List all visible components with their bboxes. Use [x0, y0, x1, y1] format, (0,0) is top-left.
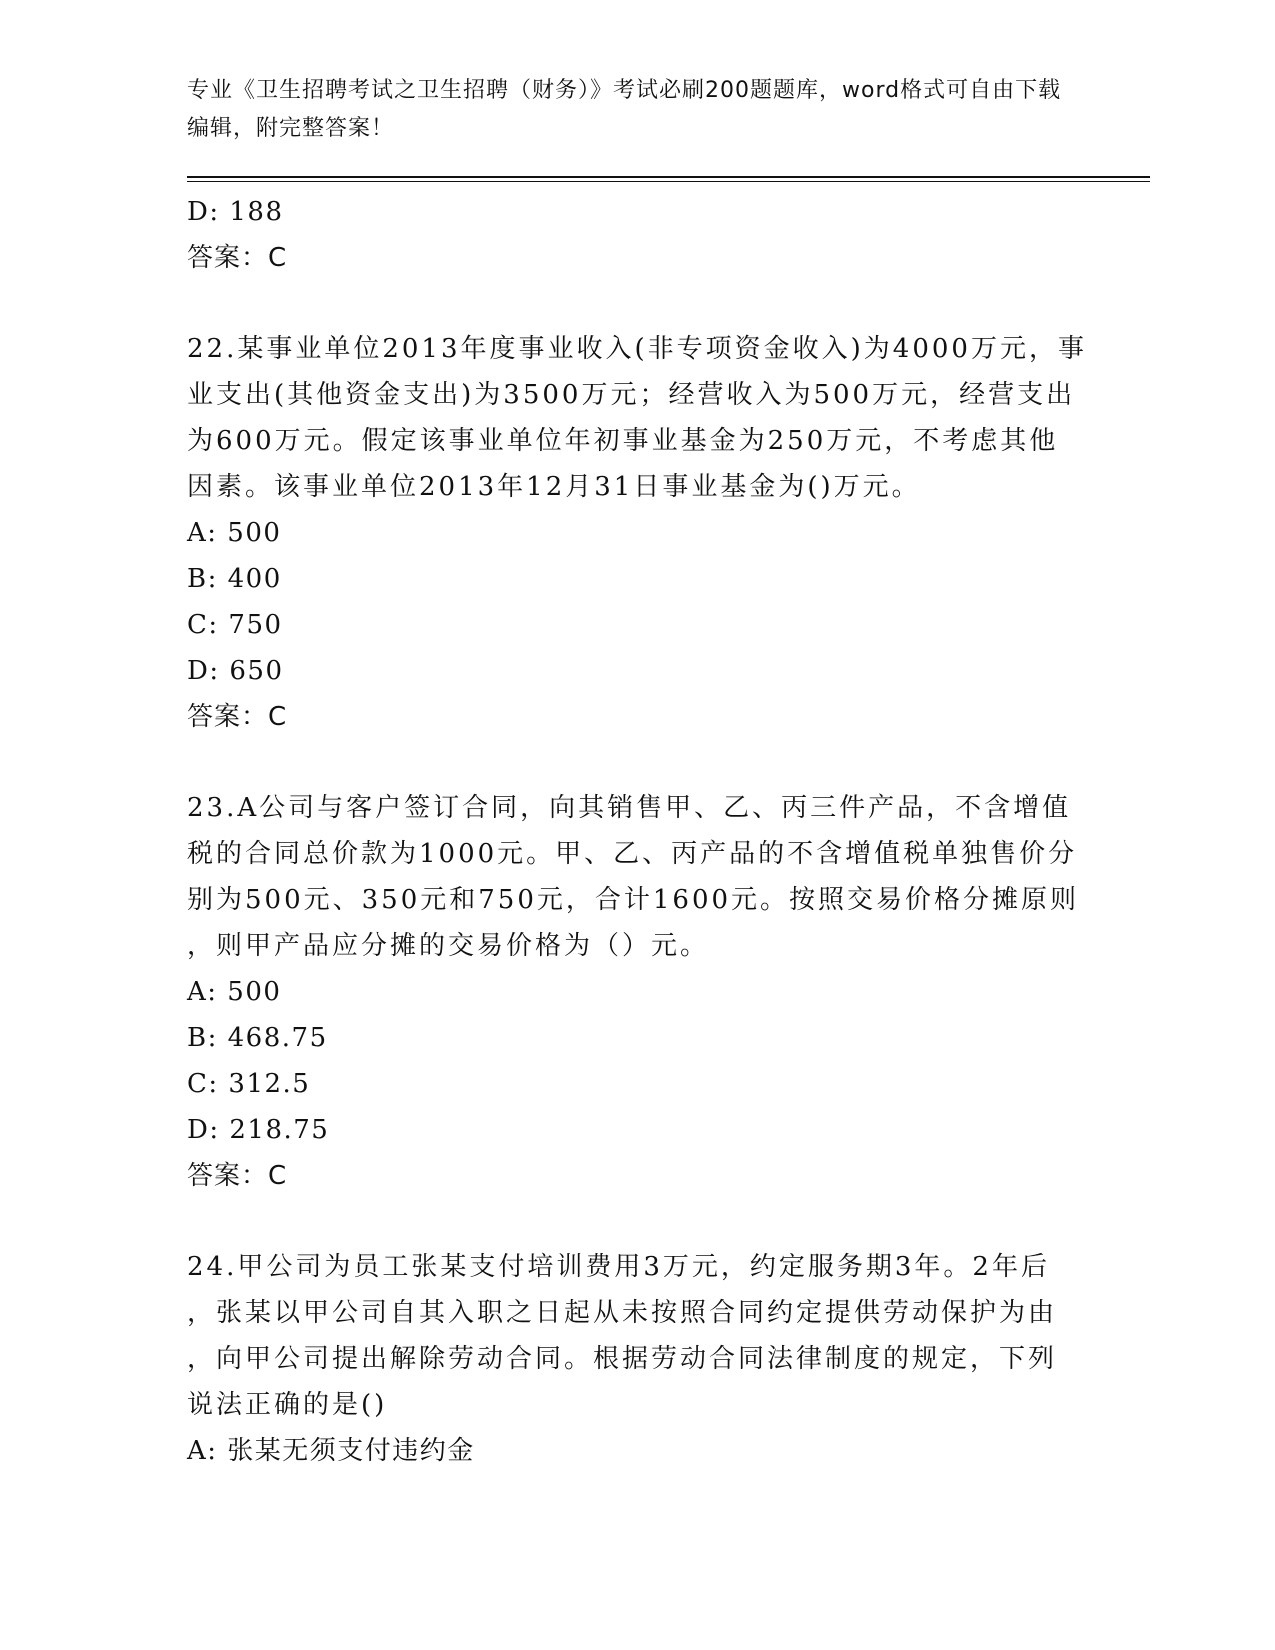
option-c: C: 750: [187, 610, 283, 640]
question-23: [187, 785, 1087, 1199]
option-b: B: 400: [187, 564, 282, 594]
question-text-line: ，则甲产品应分摊的交易价格为（）元。: [187, 931, 710, 961]
question-21-tail: [187, 189, 1087, 281]
question-24: [187, 1244, 1087, 1474]
question-text-line: 别为500元、350元和750元，合计1600元。按照交易价格分摊原则: [187, 885, 1080, 915]
spacer: [187, 740, 1087, 785]
option-b: B: 468.75: [187, 1023, 328, 1053]
document-body: [187, 189, 1087, 1474]
question-text-line: 24.甲公司为员工张某支付培训费用3万元，约定服务期3年。2年后: [187, 1252, 1050, 1282]
question-22: [187, 326, 1087, 740]
question-text-line: 业支出(其他资金支出)为3500万元；经营收入为500万元，经营支出: [187, 380, 1076, 410]
answer-line: 答案：C: [187, 1161, 288, 1191]
question-text-line: 说法正确的是(): [187, 1390, 388, 1420]
header-divider-thick: [187, 176, 1150, 178]
answer-line: 答案：C: [187, 243, 288, 273]
answer-line: 答案：C: [187, 702, 288, 732]
page-header-title: 专业《卫生招聘考试之卫生招聘（财务）》考试必刷200题题库，word格式可自由下载编辑，附完整答案！: [187, 78, 1062, 141]
question-text-line: 23.A公司与客户签订合同，向其销售甲、乙、丙三件产品，不含增值: [187, 793, 1072, 823]
option-d: D: 218.75: [187, 1115, 330, 1145]
question-text-line: 22.某事业单位2013年度事业收入(非专项资金收入)为4000万元，事: [187, 334, 1087, 364]
option-a: A: 500: [187, 977, 282, 1007]
option-a: A: 张某无须支付违约金: [187, 1436, 475, 1466]
spacer: [187, 1199, 1087, 1244]
question-text-line: ，张某以甲公司自其入职之日起从未按照合同约定提供劳动保护为由: [187, 1298, 1058, 1328]
option-d: D: 188: [187, 197, 284, 227]
header-divider-thin: [187, 181, 1150, 182]
option-c: C: 312.5: [187, 1069, 311, 1099]
question-text-line: 因素。该事业单位2013年12月31日事业基金为()万元。: [187, 472, 921, 502]
spacer: [187, 281, 1087, 326]
question-text-line: 为600万元。假定该事业单位年初事业基金为250万元，不考虑其他: [187, 426, 1059, 456]
option-d: D: 650: [187, 656, 284, 686]
question-text-line: 税的合同总价款为1000元。甲、乙、丙产品的不含增值税单独售价分: [187, 839, 1078, 869]
question-text-line: ，向甲公司提出解除劳动合同。根据劳动合同法律制度的规定，下列: [187, 1344, 1058, 1374]
option-a: A: 500: [187, 518, 282, 548]
